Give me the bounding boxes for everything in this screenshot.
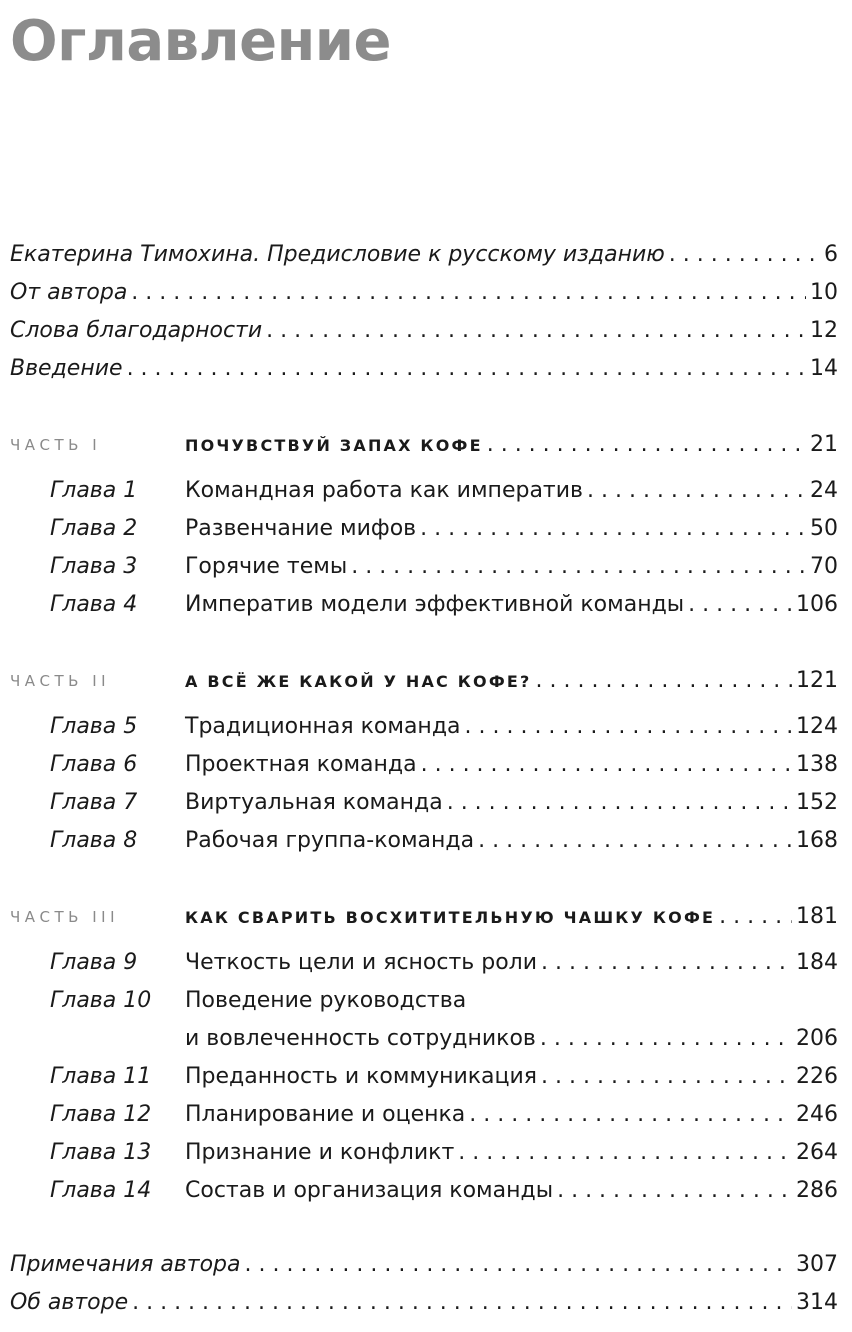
leader-dots: [536, 666, 792, 696]
toc-entry-page: 21: [810, 432, 838, 457]
chapter-title: Командная работа как императив: [185, 478, 583, 503]
toc-entry-page: 124: [796, 714, 838, 739]
part-label: ЧАСТЬ I: [10, 436, 102, 454]
chapter-label: Глава 9: [50, 950, 138, 975]
chapter-label: Глава 14: [50, 1178, 152, 1203]
page-title: Оглавление: [10, 9, 392, 74]
leader-dots: [458, 1138, 792, 1168]
chapter-title: Традиционная команда: [185, 714, 461, 739]
toc-entry[interactable]: [10, 354, 838, 384]
toc-entry-title: Об авторе: [10, 1290, 129, 1315]
chapter-label: Глава 3: [50, 554, 138, 579]
chapter-title: Развенчание мифов: [185, 516, 417, 541]
chapter-title: Виртуальная команда: [185, 790, 443, 815]
toc-chapter-entry[interactable]: [185, 514, 838, 544]
toc-chapter-entry[interactable]: [185, 712, 838, 742]
toc-entry-page: 184: [796, 950, 838, 975]
chapter-label: Глава 2: [50, 516, 138, 541]
toc-entry-page: 14: [810, 356, 838, 381]
toc-chapter-entry[interactable]: [185, 1138, 838, 1168]
toc-entry[interactable]: [10, 278, 838, 308]
leader-dots: [266, 316, 806, 346]
toc-chapter-entry[interactable]: [185, 788, 838, 818]
toc-entry[interactable]: [10, 1250, 838, 1280]
leader-dots: [420, 514, 806, 544]
toc-entry-page: 24: [810, 478, 838, 503]
chapter-label: Глава 5: [50, 714, 138, 739]
leader-dots: [132, 1288, 792, 1318]
toc-entry[interactable]: [10, 1288, 838, 1318]
leader-dots: [469, 1100, 792, 1130]
toc-entry-page: 6: [824, 242, 838, 267]
toc-part-entry[interactable]: [185, 666, 838, 697]
chapter-label: Глава 12: [50, 1102, 152, 1127]
leader-dots: [478, 826, 792, 856]
toc-entry-page: 138: [796, 752, 838, 777]
chapter-title: и вовлеченность сотрудников: [185, 1026, 536, 1051]
toc-chapter-entry[interactable]: [185, 552, 838, 582]
leader-dots: [487, 430, 806, 460]
leader-dots: [540, 1024, 792, 1054]
toc-chapter-entry[interactable]: [185, 590, 838, 620]
part-title: А ВСЁ ЖЕ КАКОЙ У НАС КОФЕ?: [185, 672, 532, 691]
chapter-label: Глава 1: [50, 478, 138, 503]
toc-entry-page: 246: [796, 1102, 838, 1127]
leader-dots: [351, 552, 806, 582]
chapter-title-line1: [185, 986, 466, 1016]
toc-entry-page: 286: [796, 1178, 838, 1203]
chapter-label: Глава 10: [50, 988, 152, 1013]
chapter-title: Преданность и коммуникация: [185, 1064, 538, 1089]
toc-entry-page: 314: [796, 1290, 838, 1315]
toc-part-entry[interactable]: [185, 902, 838, 933]
chapter-label: Глава 7: [50, 790, 138, 815]
toc-chapter-entry[interactable]: [185, 948, 838, 978]
part-title: ПОЧУВСТВУЙ ЗАПАХ КОФЕ: [185, 436, 483, 455]
leader-dots: [587, 476, 806, 506]
toc-entry-page: 206: [796, 1026, 838, 1051]
toc-entry-page: 70: [810, 554, 838, 579]
leader-dots: [719, 902, 792, 932]
toc-entry-page: 152: [796, 790, 838, 815]
part-title: КАК СВАРИТЬ ВОСХИТИТЕЛЬНУЮ ЧАШКУ КОФЕ: [185, 908, 716, 927]
toc-chapter-entry[interactable]: [185, 750, 838, 780]
leader-dots: [557, 1176, 792, 1206]
toc-entry-title: Примечания автора: [10, 1252, 241, 1277]
toc-chapter-entry[interactable]: [185, 1176, 838, 1206]
toc-entry-page: 181: [796, 904, 838, 929]
chapter-title: Горячие темы: [185, 554, 348, 579]
toc-part-entry[interactable]: [185, 430, 838, 461]
leader-dots: [688, 590, 792, 620]
toc-chapter-entry[interactable]: [185, 1024, 838, 1054]
toc-entry-page: 10: [810, 280, 838, 305]
leader-dots: [447, 788, 792, 818]
leader-dots: [131, 278, 806, 308]
toc-entry-title: Слова благодарности: [10, 318, 263, 343]
toc-entry[interactable]: [10, 240, 838, 270]
toc-entry-page: 168: [796, 828, 838, 853]
leader-dots: [541, 1062, 792, 1092]
chapter-title: Признание и конфликт: [185, 1140, 455, 1165]
chapter-title: Планирование и оценка: [185, 1102, 466, 1127]
leader-dots: [465, 712, 792, 742]
chapter-title: Императив модели эффективной команды: [185, 592, 685, 617]
toc-entry-page: 226: [796, 1064, 838, 1089]
part-label: ЧАСТЬ III: [10, 908, 120, 926]
toc-entry[interactable]: [10, 316, 838, 346]
leader-dots: [127, 354, 806, 384]
toc-chapter-entry[interactable]: [185, 1062, 838, 1092]
chapter-title: Состав и организация команды: [185, 1178, 554, 1203]
leader-dots: [669, 240, 820, 270]
chapter-title: Проектная команда: [185, 752, 417, 777]
chapter-label: Глава 13: [50, 1140, 152, 1165]
toc-entry-title: Екатерина Тимохина. Предисловие к русскому изданию: [10, 242, 665, 267]
toc-entry-page: 121: [796, 668, 838, 693]
toc-entry-page: 50: [810, 516, 838, 541]
chapter-label: Глава 4: [50, 592, 138, 617]
leader-dots: [245, 1250, 793, 1280]
chapter-title: Рабочая группа-команда: [185, 828, 475, 853]
toc-entry-page: 264: [796, 1140, 838, 1165]
toc-entry-page: 106: [796, 592, 838, 617]
toc-chapter-entry[interactable]: [185, 1100, 838, 1130]
chapter-label: Глава 11: [50, 1064, 152, 1089]
toc-entry-title: От автора: [10, 280, 128, 305]
chapter-label: Глава 8: [50, 828, 138, 853]
part-label: ЧАСТЬ II: [10, 672, 111, 690]
toc-entry-title: Введение: [10, 356, 123, 381]
toc-entry-page: 12: [810, 318, 838, 343]
leader-dots: [541, 948, 792, 978]
toc-entry-page: 307: [796, 1252, 838, 1277]
toc-chapter-entry[interactable]: [185, 476, 838, 506]
chapter-label: Глава 6: [50, 752, 138, 777]
toc-chapter-entry[interactable]: [185, 826, 838, 856]
leader-dots: [421, 750, 792, 780]
chapter-title: Четкость цели и ясность роли: [185, 950, 538, 975]
chapter-title-first-line: Поведение руководства: [185, 988, 467, 1013]
